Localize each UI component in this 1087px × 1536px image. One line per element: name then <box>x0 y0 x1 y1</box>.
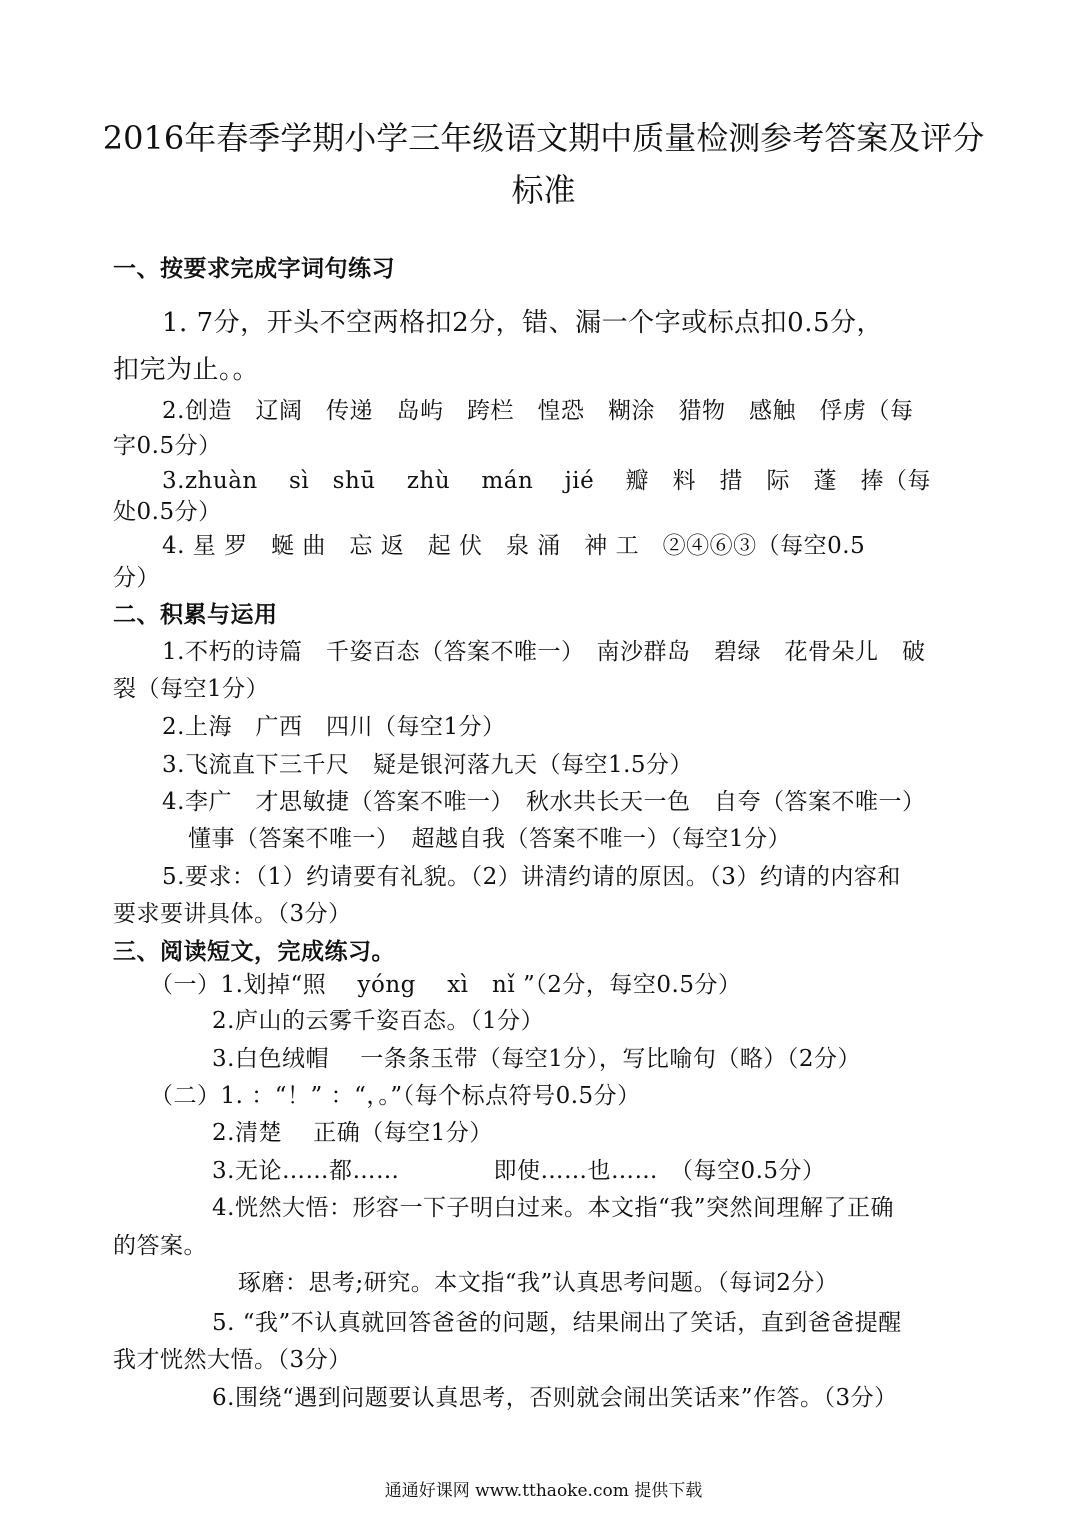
answer-line-3-a3: 3.白色绒帽 一条条玉带（每空1分），写比喻句（略）（2分） <box>212 1046 862 1072</box>
answer-line-2-1b: 裂（每空1分） <box>113 676 270 702</box>
answer-line-1-2b: 字0.5分） <box>113 433 222 459</box>
section-heading-1: 一、按要求完成字词句练习 <box>113 256 395 282</box>
document-title-line2: 标准 <box>511 171 576 209</box>
answer-line-3-a1: （一）1.划掉“照 yóng xì nǐ ”（2分，每空0.5分） <box>150 972 742 998</box>
answer-line-2-4b: 懂事（答案不唯一） 超越自我（答案不唯一）（每空1分） <box>188 826 792 852</box>
answer-line-3-b4a: 4.恍然大悟：形容一下子明白过来。本文指“我”突然间理解了正确 <box>212 1195 894 1221</box>
answer-line-3-b4c: 琢磨：思考;研究。本文指“我”认真思考问题。（每词2分） <box>238 1270 839 1296</box>
answer-line-3-b3: 3.无论……都…… 即使……也…… （每空0.5分） <box>212 1158 826 1184</box>
answer-line-2-1a: 1.不朽的诗篇 千姿百态（答案不唯一） 南沙群岛 碧绿 花骨朵儿 破 <box>162 639 926 665</box>
answer-line-1-2a: 2.创造 辽阔 传递 岛屿 跨栏 惶恐 糊涂 猎物 感触 俘虏（每 <box>162 398 914 424</box>
section-heading-2: 二、积累与运用 <box>113 602 278 628</box>
answer-line-1-4b: 分） <box>113 565 160 591</box>
answer-line-3-b5a: 5. “我”不认真就回答爸爸的问题，结果闹出了笑话，直到爸爸提醒 <box>212 1310 902 1336</box>
answer-line-1-1b: 扣完为止。。 <box>113 355 260 385</box>
answer-line-3-b2: 2.清楚 正确（每空1分） <box>212 1120 493 1146</box>
section-heading-3: 三、阅读短文，完成练习。 <box>113 939 395 965</box>
answer-line-3-b6: 6.围绕“遇到问题要认真思考，否则就会闹出笑话来”作答。（3分） <box>212 1385 898 1411</box>
answer-line-3-b1: （二）1. ：“！” ：“，。”（每个标点符号0.5分） <box>150 1083 641 1109</box>
answer-line-1-1a: 1. 7分，开头不空两格扣2分，错、漏一个字或标点扣0.5分， <box>162 308 884 338</box>
answer-line-2-3: 3.飞流直下三千尺 疑是银河落九天（每空1.5分） <box>162 752 694 778</box>
answer-line-1-3a: 3.zhuàn sì shū zhù mán jié 瓣 料 措 际 蓬 捧（每 <box>162 468 932 494</box>
answer-line-3-b4b: 的答案。 <box>113 1233 207 1259</box>
document-title-line1: 2016年春季学期小学三年级语文期中质量检测参考答案及评分 <box>102 119 985 157</box>
answer-line-1-4a: 4. 星 罗 蜒 曲 忘 返 起 伏 泉 涌 神 工 ②④⑥③（每空0.5 <box>162 533 866 559</box>
answer-line-3-b5b: 我才恍然大悟。（3分） <box>113 1347 352 1373</box>
answer-line-2-5b: 要求要讲具体。（3分） <box>113 901 352 927</box>
answer-line-2-4a: 4.李广 才思敏捷（答案不唯一） 秋水共长天一色 自夸（答案不唯一） <box>162 789 926 815</box>
answer-line-1-3b: 处0.5分） <box>113 499 222 525</box>
answer-line-3-a2: 2.庐山的云雾千姿百态。（1分） <box>212 1008 545 1034</box>
answer-line-2-5a: 5.要求：（1）约请要有礼貌。（2）讲清约请的原因。（3）约请的内容和 <box>162 864 901 890</box>
answer-line-2-2: 2.上海 广西 四川（每空1分） <box>162 714 506 740</box>
page-footer: 通通好课网 www.tthaoke.com 提供下载 <box>384 1481 703 1501</box>
